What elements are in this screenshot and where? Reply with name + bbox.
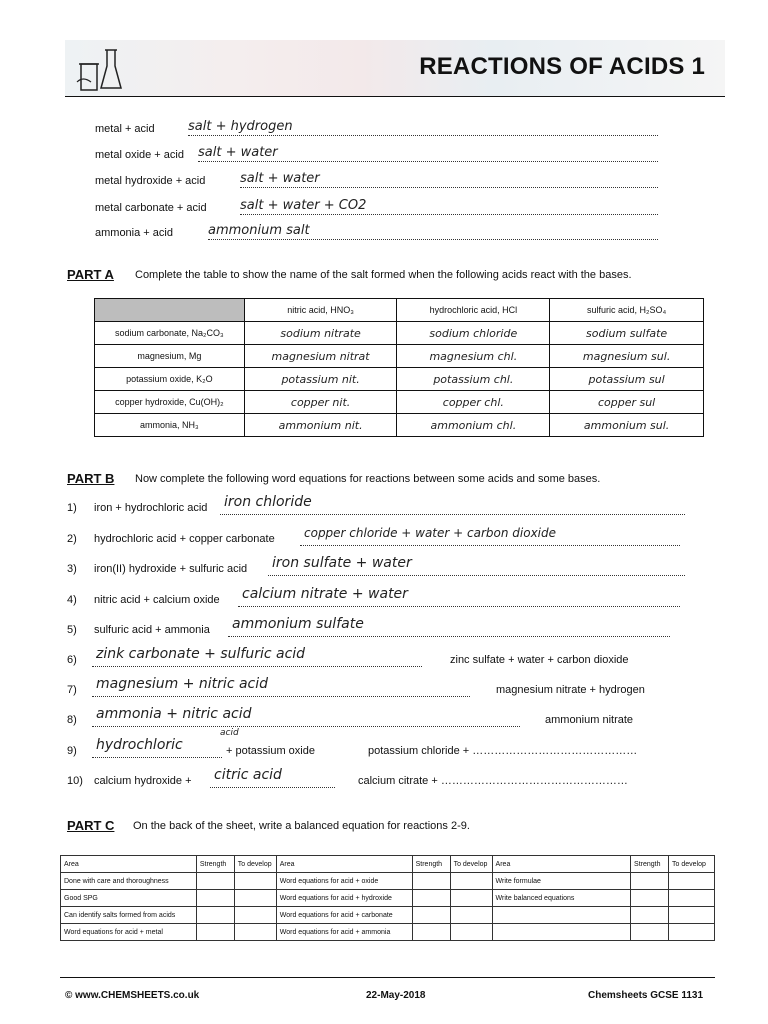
glassware-icon: [75, 46, 125, 92]
equation-products: ammonium nitrate: [545, 714, 634, 726]
grid-header: Area: [276, 856, 412, 873]
answer-cell[interactable]: copper chl.: [397, 391, 550, 414]
strength-cell[interactable]: [412, 924, 450, 941]
salt-table: [94, 298, 704, 437]
strength-cell[interactable]: [196, 924, 234, 941]
strength-cell[interactable]: [631, 873, 669, 890]
handwritten-answer: salt + hydrogen: [188, 119, 293, 134]
to-develop-cell[interactable]: [450, 873, 492, 890]
table-corner-cell: [95, 299, 245, 322]
footer-copyright: © www.CHEMSHEETS.co.uk: [65, 990, 200, 1001]
handwritten-answer: iron chloride: [224, 494, 312, 510]
grid-area: Word equations for acid + metal: [61, 924, 197, 941]
equation-products: potassium chloride + ………………………………………: [368, 745, 638, 757]
equation-number: 7): [67, 684, 77, 696]
to-develop-cell[interactable]: [450, 924, 492, 941]
answer-cell[interactable]: potassium nit.: [244, 368, 397, 391]
grid-area: Done with care and thoroughness: [61, 873, 197, 890]
equation-number: 5): [67, 624, 77, 636]
to-develop-cell[interactable]: [234, 924, 276, 941]
grid-area: Can identify salts formed from acids: [61, 907, 197, 924]
intro-label: metal hydroxide + acid: [95, 175, 206, 187]
equation-products: zinc sulfate + water + carbon dioxide: [450, 654, 629, 666]
equation-number: 10): [67, 775, 83, 787]
grid-area: Word equations for acid + ammonia: [276, 924, 412, 941]
answer-line[interactable]: [220, 494, 685, 515]
strength-cell[interactable]: [631, 890, 669, 907]
to-develop-cell[interactable]: [234, 890, 276, 907]
equation-number: 2): [67, 533, 77, 545]
answer-cell[interactable]: potassium sul: [550, 368, 704, 391]
strength-cell[interactable]: [412, 873, 450, 890]
part-b-instruction: Now complete the following word equations for reactions between some acids and some bases.: [135, 473, 601, 485]
part-a-heading: PART A: [67, 267, 114, 282]
equation-number: 9): [67, 745, 77, 757]
grid-area: Good SPG: [61, 890, 197, 907]
grid-area: Word equations for acid + carbonate: [276, 907, 412, 924]
footer-date: 22-May-2018: [366, 990, 426, 1001]
answer-line[interactable]: [238, 586, 680, 607]
grid-header: Area: [492, 856, 631, 873]
answer-cell[interactable]: ammonium nit.: [244, 414, 397, 437]
answer-line[interactable]: [198, 145, 658, 162]
intro-label: metal carbonate + acid: [95, 202, 207, 214]
footer-divider: [60, 977, 715, 978]
equation-reactants: sulfuric acid + ammonia: [94, 624, 210, 636]
answer-cell[interactable]: magnesium nitrat: [244, 345, 397, 368]
strength-cell[interactable]: [196, 890, 234, 907]
equation-products: calcium citrate + ……………………………………………: [358, 775, 628, 787]
handwritten-answer: calcium nitrate + water: [242, 586, 408, 602]
part-b-heading: PART B: [67, 471, 115, 486]
handwritten-answer: salt + water + CO2: [240, 198, 367, 213]
strength-cell[interactable]: [196, 907, 234, 924]
intro-label: ammonia + acid: [95, 227, 173, 239]
equation-reactants: calcium hydroxide +: [94, 775, 192, 787]
column-header: nitric acid, HNO₃: [244, 299, 397, 322]
answer-line[interactable]: [300, 526, 680, 546]
grid-area: Word equations for acid + hydroxide: [276, 890, 412, 907]
strength-cell[interactable]: [196, 873, 234, 890]
intro-label: metal oxide + acid: [95, 149, 184, 161]
strength-cell[interactable]: [631, 924, 669, 941]
to-develop-cell[interactable]: [234, 873, 276, 890]
grid-header: Strength: [631, 856, 669, 873]
equation-reactants: iron(II) hydroxide + sulfuric acid: [94, 563, 248, 575]
grid-header: To develop: [450, 856, 492, 873]
to-develop-cell[interactable]: [450, 907, 492, 924]
handwritten-answer: ammonia + nitric acid: [96, 706, 252, 722]
answer-cell[interactable]: magnesium sul.: [550, 345, 704, 368]
part-c-instruction: On the back of the sheet, write a balanced equation for reactions 2-9.: [133, 820, 470, 832]
answer-line[interactable]: [92, 706, 520, 727]
handwritten-answer: ammonium sulfate: [232, 616, 364, 632]
answer-line[interactable]: [210, 767, 335, 788]
handwritten-answer: copper chloride + water + carbon dioxide: [304, 526, 556, 540]
column-header: sulfuric acid, H₂SO₄: [550, 299, 704, 322]
handwritten-answer: salt + water: [198, 145, 278, 160]
page-title: REACTIONS OF ACIDS 1: [419, 53, 705, 80]
handwritten-note: acid: [220, 728, 239, 738]
answer-line[interactable]: [228, 616, 670, 637]
grid-area: [492, 924, 631, 941]
page-header: [65, 40, 725, 97]
answer-cell[interactable]: sodium chloride: [397, 322, 550, 345]
footer-code: Chemsheets GCSE 1131: [588, 990, 704, 1001]
grid-header: Strength: [412, 856, 450, 873]
row-header: sodium carbonate, Na₂CO₃: [95, 322, 245, 345]
to-develop-cell[interactable]: [669, 873, 715, 890]
grid-header: Area: [61, 856, 197, 873]
equation-reactants: hydrochloric acid + copper carbonate: [94, 533, 275, 545]
grid-area: Write balanced equations: [492, 890, 631, 907]
answer-cell[interactable]: sodium nitrate: [244, 322, 397, 345]
strength-cell[interactable]: [631, 907, 669, 924]
answer-cell[interactable]: ammonium chl.: [397, 414, 550, 437]
equation-number: 6): [67, 654, 77, 666]
row-header: magnesium, Mg: [95, 345, 245, 368]
grid-header: To develop: [234, 856, 276, 873]
part-c-heading: PART C: [67, 818, 115, 833]
answer-cell[interactable]: copper nit.: [244, 391, 397, 414]
grid-area: Write formulae: [492, 873, 631, 890]
intro-label: metal + acid: [95, 123, 155, 135]
equation-products: magnesium nitrate + hydrogen: [496, 684, 645, 696]
part-a-instruction: Complete the table to show the name of the salt formed when the following acids react with the bases.: [135, 269, 632, 281]
answer-line[interactable]: [92, 728, 239, 758]
strength-cell[interactable]: [412, 907, 450, 924]
to-develop-cell[interactable]: [450, 890, 492, 907]
equation-reactant: + potassium oxide: [226, 745, 315, 757]
row-header: potassium oxide, K₂O: [95, 368, 245, 391]
row-header: copper hydroxide, Cu(OH)₂: [95, 391, 245, 414]
equation-reactants: nitric acid + calcium oxide: [94, 594, 220, 606]
equation-number: 1): [67, 502, 77, 514]
handwritten-answer: ammonium salt: [208, 223, 310, 238]
answer-line[interactable]: [208, 223, 658, 240]
handwritten-answer: magnesium + nitric acid: [96, 676, 269, 692]
to-develop-cell[interactable]: [669, 890, 715, 907]
equation-reactants: iron + hydrochloric acid: [94, 502, 208, 514]
row-header: ammonia, NH₃: [95, 414, 245, 437]
answer-line[interactable]: [92, 646, 422, 667]
answer-cell[interactable]: copper sul: [550, 391, 704, 414]
answer-line[interactable]: [188, 119, 658, 136]
handwritten-answer: hydrochloric: [96, 737, 183, 753]
equation-number: 4): [67, 594, 77, 606]
grid-area: [492, 907, 631, 924]
grid-header: Strength: [196, 856, 234, 873]
answer-cell[interactable]: ammonium sul.: [550, 414, 704, 437]
answer-line[interactable]: [240, 198, 658, 215]
handwritten-answer: citric acid: [214, 767, 282, 783]
grid-header: To develop: [669, 856, 715, 873]
to-develop-cell[interactable]: [669, 907, 715, 924]
handwritten-answer: zink carbonate + sulfuric acid: [96, 646, 306, 662]
handwritten-answer: salt + water: [240, 171, 320, 186]
answer-cell[interactable]: magnesium chl.: [397, 345, 550, 368]
equation-number: 8): [67, 714, 77, 726]
assessment-grid: [60, 855, 715, 941]
answer-cell[interactable]: potassium chl.: [397, 368, 550, 391]
grid-area: Word equations for acid + oxide: [276, 873, 412, 890]
handwritten-answer: iron sulfate + water: [272, 555, 412, 571]
answer-line[interactable]: [92, 676, 470, 697]
to-develop-cell[interactable]: [669, 924, 715, 941]
strength-cell[interactable]: [412, 890, 450, 907]
column-header: hydrochloric acid, HCl: [397, 299, 550, 322]
answer-cell[interactable]: sodium sulfate: [550, 322, 704, 345]
equation-number: 3): [67, 563, 77, 575]
answer-line[interactable]: [240, 171, 658, 188]
answer-line[interactable]: [268, 555, 685, 576]
to-develop-cell[interactable]: [234, 907, 276, 924]
